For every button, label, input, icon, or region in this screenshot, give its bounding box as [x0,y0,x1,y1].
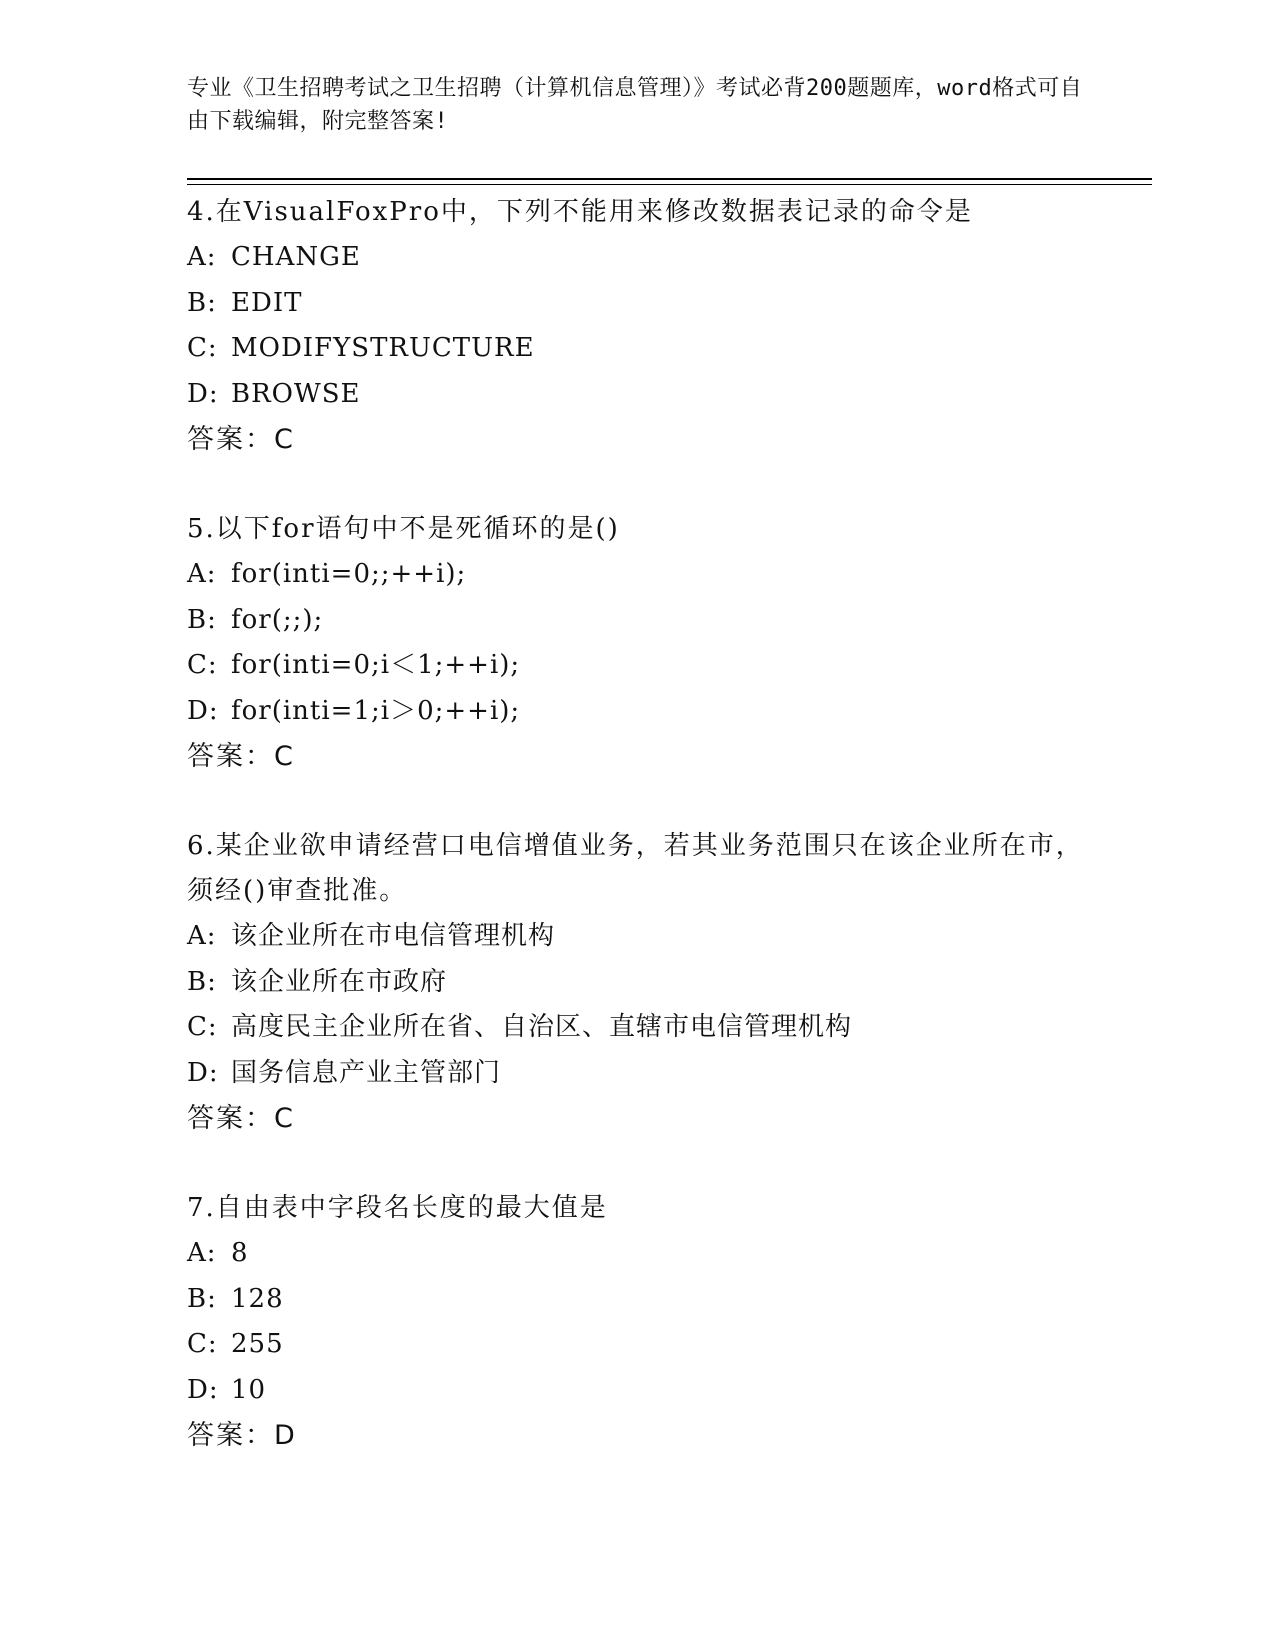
option-letter: A: [187,1237,217,1268]
option-d [187,1051,1107,1097]
option-text: CHANGE [231,242,361,272]
answer-line: 答案：D [187,1420,297,1452]
option-b [187,1277,1107,1323]
option-d [187,372,1107,418]
question-stem: 5.以下for语句中不是死循环的是() [187,513,620,544]
option-letter: C: [187,650,218,681]
option-a [187,552,1107,598]
option-text: 高度民主企业所在省、自治区、直辖市电信管理机构 [231,1012,853,1043]
option-b [187,281,1107,327]
answer-line: 答案：C [187,741,295,773]
option-text: 255 [231,1329,284,1360]
option-d [187,689,1107,735]
option-a [187,914,1107,960]
question-list [187,190,1107,1503]
answer-line: 答案：C [187,424,295,456]
option-letter: B: [187,604,217,635]
question-stem: 4.在VisualFoxPro中，下列不能用来修改数据表记录的命令是 [187,197,973,227]
option-letter: D: [187,1374,219,1405]
option-letter: A: [187,558,217,589]
option-text: for(inti=0;i＜1;++i); [231,650,521,681]
option-text: 国务信息产业主管部门 [231,1057,502,1088]
option-b [187,598,1107,644]
option-letter: D: [187,1057,219,1088]
option-letter: D: [187,378,219,409]
option-b [187,960,1107,1006]
option-letter: B: [187,287,217,318]
option-text: 10 [231,1374,267,1405]
question-5 [187,507,1107,780]
option-letter: C: [187,1329,218,1360]
question-4 [187,190,1107,463]
option-text: for(inti=0;;++i); [231,558,467,589]
option-c [187,326,1107,372]
option-c [187,1322,1107,1368]
option-a [187,1231,1107,1277]
option-text: for(inti=1;i＞0;++i); [231,695,521,726]
option-c [187,643,1107,689]
option-text: EDIT [231,287,303,318]
question-6 [187,824,1107,1142]
option-text: 8 [231,1237,249,1268]
option-text: 该企业所在市电信管理机构 [231,920,556,951]
question-stem: 6.某企业欲申请经营口电信增值业务，若其业务范围只在该企业所在市，须经()审查批准。 [187,830,1084,906]
option-text: 该企业所在市政府 [231,966,448,997]
option-text: BROWSE [231,378,361,409]
option-letter: C: [187,333,218,364]
header-divider-thin [187,184,1152,185]
answer-line: 答案：C [187,1103,295,1135]
option-text: MODIFYSTRUCTURE [231,333,535,364]
option-letter: D: [187,695,219,726]
option-letter: B: [187,1283,217,1314]
option-c [187,1005,1107,1051]
document-header: 专业《卫生招聘考试之卫生招聘（计算机信息管理）》考试必背200题题库，word格式可自由下载编辑，附完整答案! [187,76,1083,134]
option-a [187,235,1107,281]
option-letter: C: [187,1012,218,1043]
option-letter: A: [187,920,217,951]
question-7 [187,1186,1107,1459]
option-text: 128 [231,1283,284,1314]
question-stem: 7.自由表中字段名长度的最大值是 [187,1192,608,1223]
option-letter: B: [187,966,217,997]
header-divider-thick [187,178,1152,180]
option-text: for(;;); [231,604,324,635]
option-d [187,1368,1107,1414]
option-letter: A: [187,242,217,272]
